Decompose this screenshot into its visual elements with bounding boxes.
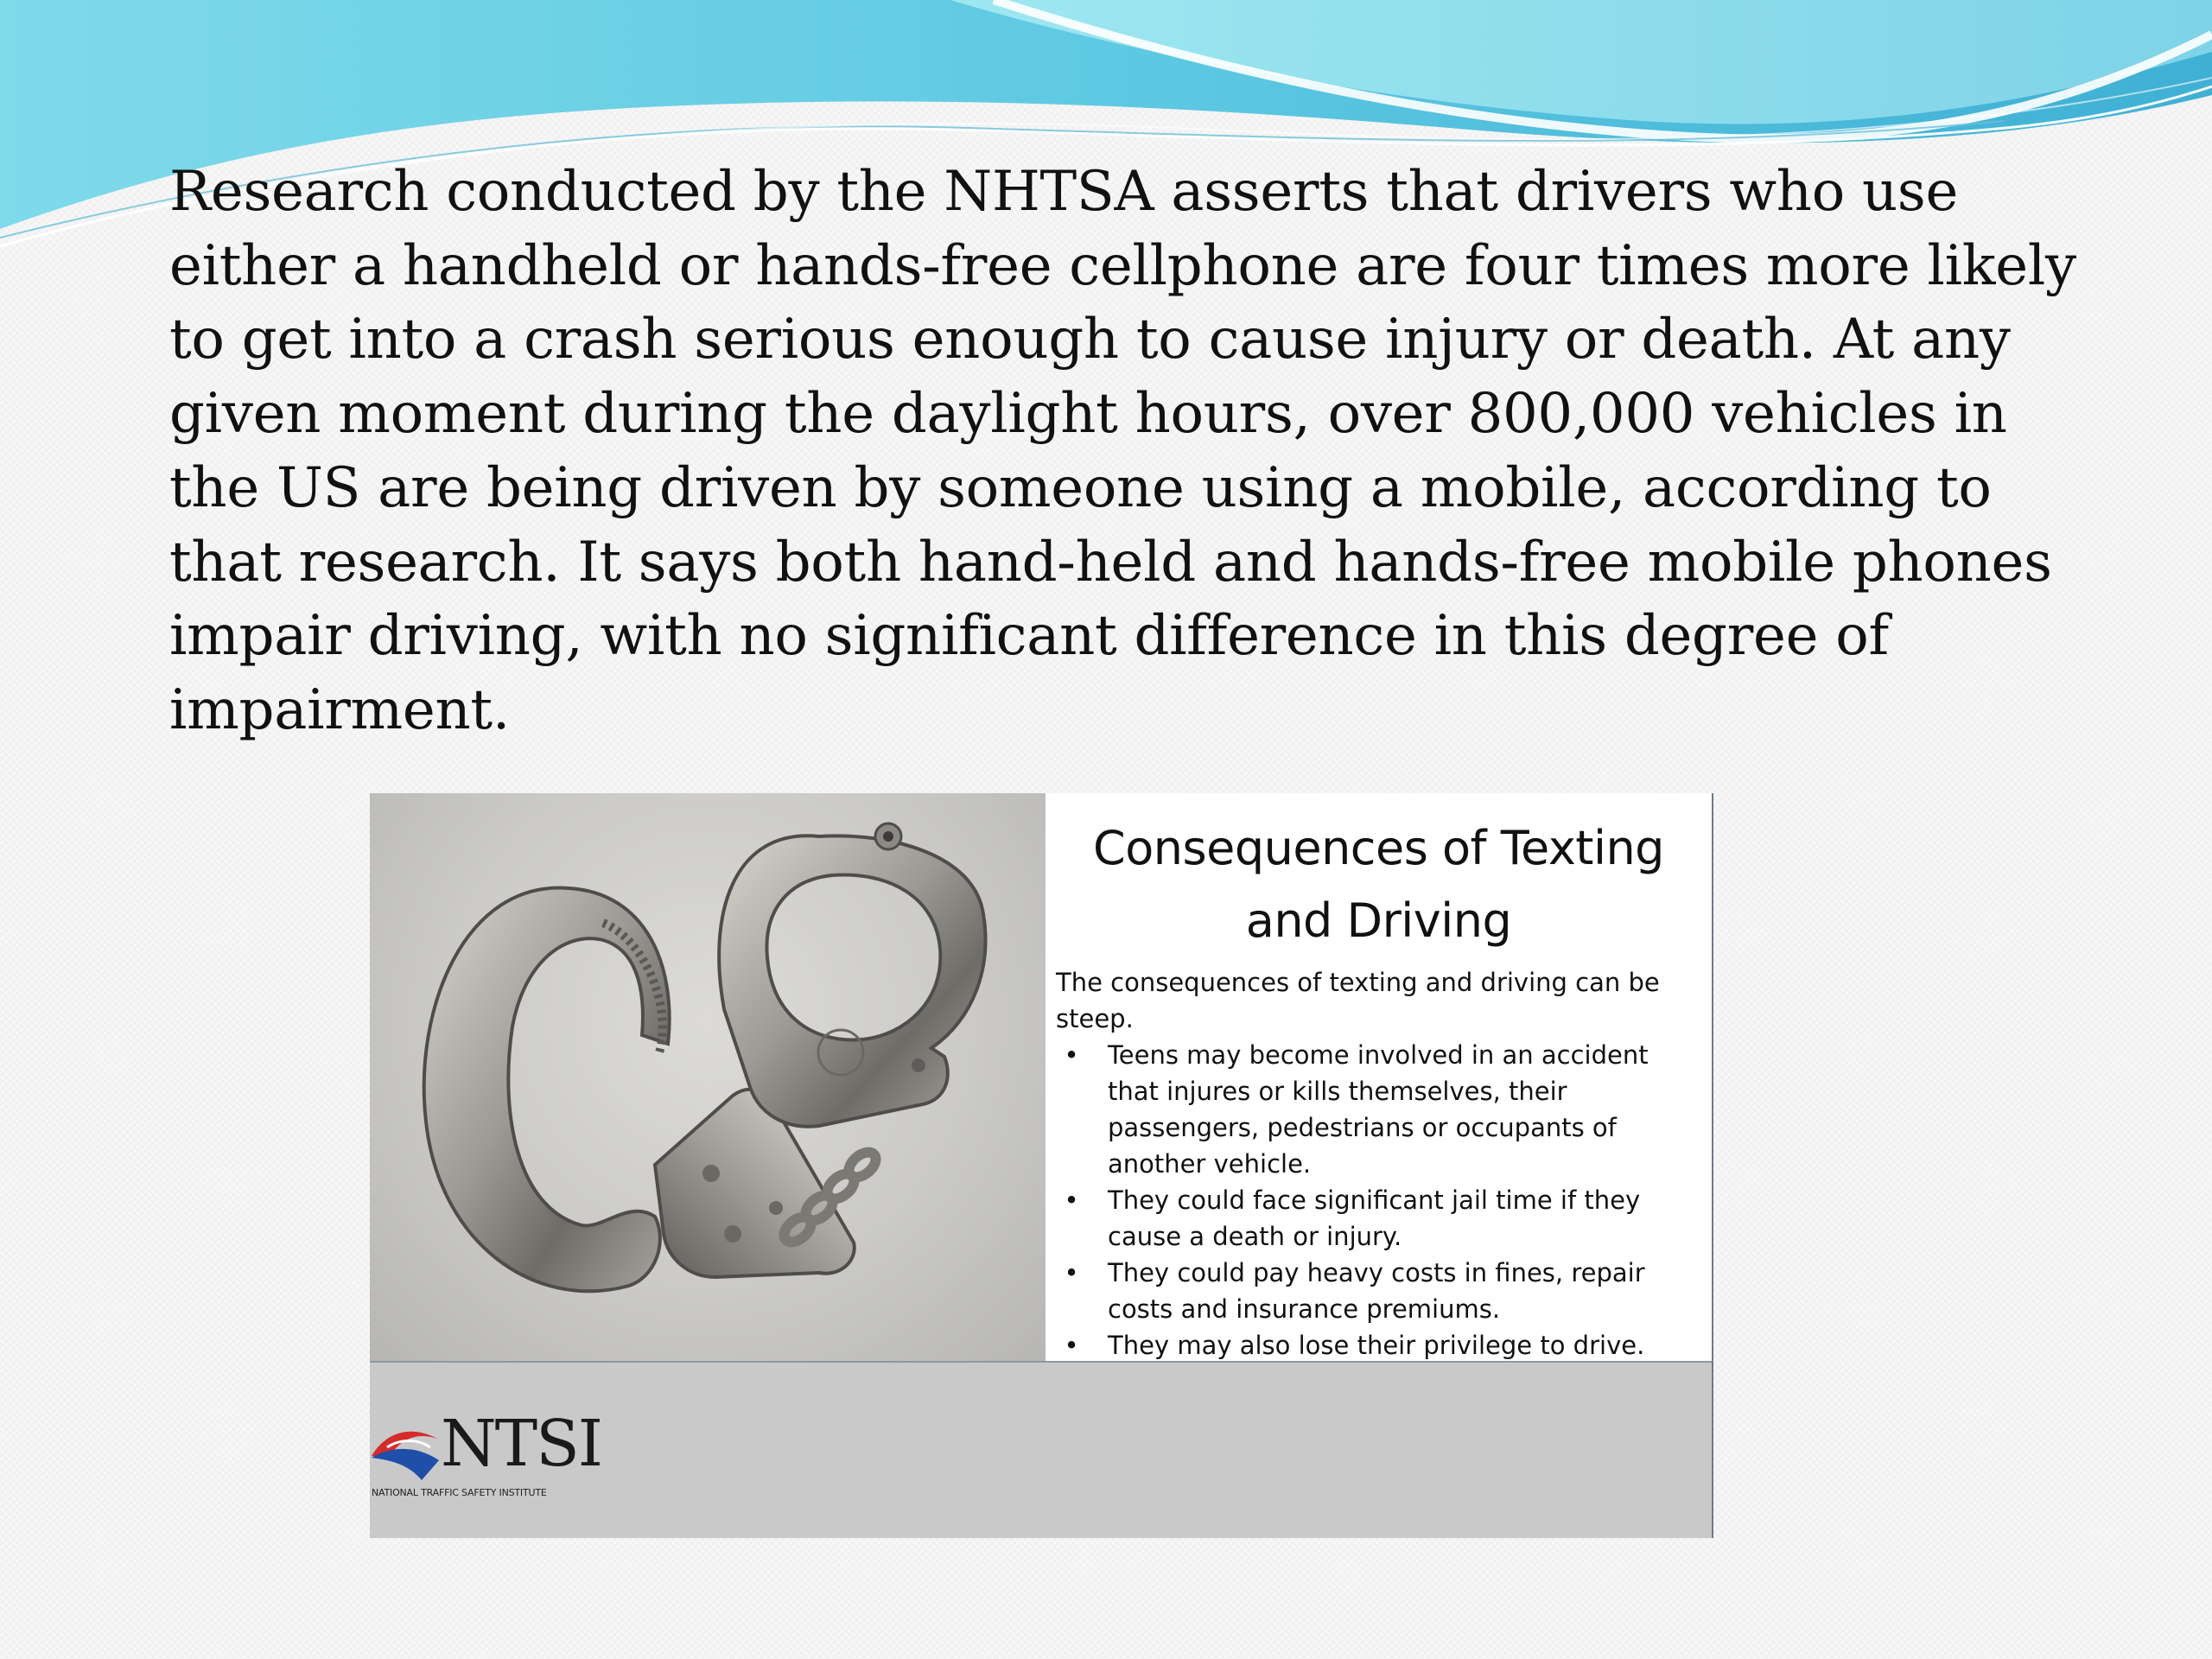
bullet-icon: • (1064, 1331, 1079, 1360)
handcuffs-photo (370, 793, 1046, 1361)
list-item-text: They may also lose their privilege to drive. (1108, 1331, 1645, 1360)
list-item (1046, 1182, 1712, 1255)
list-item-text: They could pay heavy costs in fines, repair costs and insurance premiums. (1108, 1258, 1645, 1324)
list-item-text: They could face significant jail time if they cause a death or injury. (1108, 1185, 1641, 1251)
ntsi-logo-subtitle: NATIONAL TRAFFIC SAFETY INSTITUTE (372, 1487, 547, 1498)
handcuffs-icon (370, 793, 1046, 1361)
bullet-icon: • (1064, 1040, 1079, 1070)
body-paragraph: Research conducted by the NHTSA asserts that drivers who use either a handheld or hands-free cellphone are four times more likely to get into a crash serious enough to cause injury or death. At any given moment during the daylight hours, over 800,000 vehicles in the US are being driven by someone using a mobile, according to that research. It says both hand-held and hands-free mobile phones impair driving, with no significant difference in this degree of impairment. (169, 160, 2076, 742)
consequences-text-panel (1046, 793, 1713, 1361)
infographic-intro: The consequences of texting and driving can be steep. (1056, 968, 1660, 1033)
ntsi-swoosh-icon (370, 1413, 448, 1482)
bullet-icon: • (1064, 1258, 1079, 1287)
consequences-list (1046, 1037, 1712, 1363)
list-item (1046, 1037, 1712, 1182)
list-item (1046, 1327, 1712, 1363)
consequences-infographic (370, 793, 1713, 1538)
bullet-icon: • (1064, 1185, 1079, 1215)
logo-footer-band (370, 1361, 1713, 1538)
list-item-text: Teens may become involved in an accident that injures or kills themselves, their passengers, pedestrians or occupants of another vehicle. (1108, 1040, 1649, 1179)
ntsi-logo-text: NTSI (441, 1407, 602, 1481)
infographic-title: Consequences of Texting and Driving (1093, 821, 1664, 948)
list-item (1046, 1255, 1712, 1327)
